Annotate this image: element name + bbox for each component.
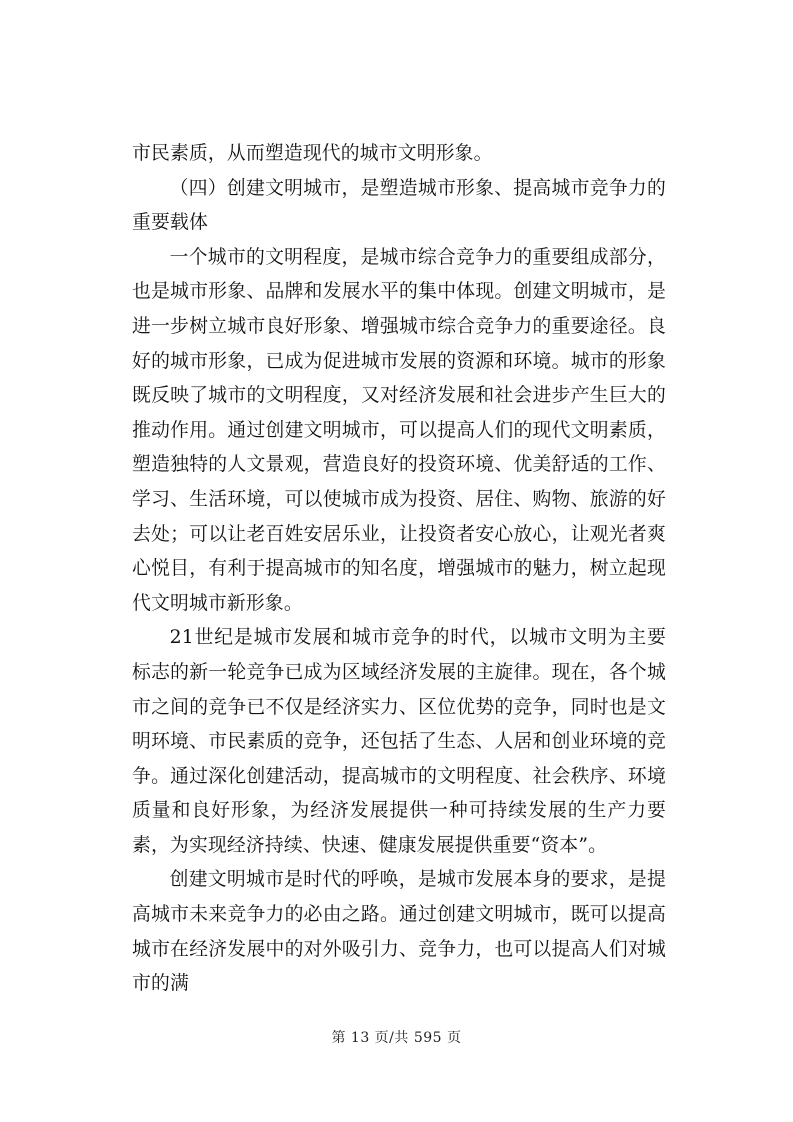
section-heading: （四）创建文明城市，是塑造城市形象、提高城市竞争力的重要载体 [132,177,666,234]
paragraph-continuation: 市民素质，从而塑造现代的城市文明形象。 [132,143,493,164]
page-number-footer: 第 13 页/共 595 页 [331,1030,462,1046]
paragraph: 一个城市的文明程度，是城市综合竞争力的重要组成部分，也是城市形象、品牌和发展水平的集中体现。创建文明城市，是进一步树立城市良好形象、增强城市综合竞争力的重要途径。良好的城市形象，已成为促进城市发展的资源和环境。城市的形象既反映了城市的文明程度，又对经济发展和社会进步产生巨大的推动作用。通过创建文明城市，可以提高人们的现代文明素质，塑造独特的人文景观，营造良好的投资环境、优美舒适的工作、学习、生活环境，可以使城市成为投资、居住、购物、旅游的好去处；可以让老百姓安居乐业，让投资者安心放心，让观光者爽心悦目，有利于提高城市的知名度，增强城市的魅力，树立起现代文明城市新形象。 [132,246,666,614]
document-body [132,137,666,1002]
paragraph: 21世纪是城市发展和城市竞争的时代，以城市文明为主要标志的新一轮竞争已成为区域经济发展的主旋律。现在，各个城市之间的竞争已不仅是经济实力、区位优势的竞争，同时也是文明环境、市民素质的竞争，还包括了生态、人居和创业环境的竞争。通过深化创建活动，提高城市的文明程度、社会秩序、环境质量和良好形象，为经济发展提供一种可持续发展的生产力要素，为实现经济持续、快速、健康发展提供重要“资本”。 [132,627,666,856]
paragraph: 创建文明城市是时代的呼唤，是城市发展本身的要求，是提高城市未来竞争力的必由之路。通过创建文明城市，既可以提高城市在经济发展中的对外吸引力、竞争力，也可以提高人们对城市的满 [132,869,666,995]
